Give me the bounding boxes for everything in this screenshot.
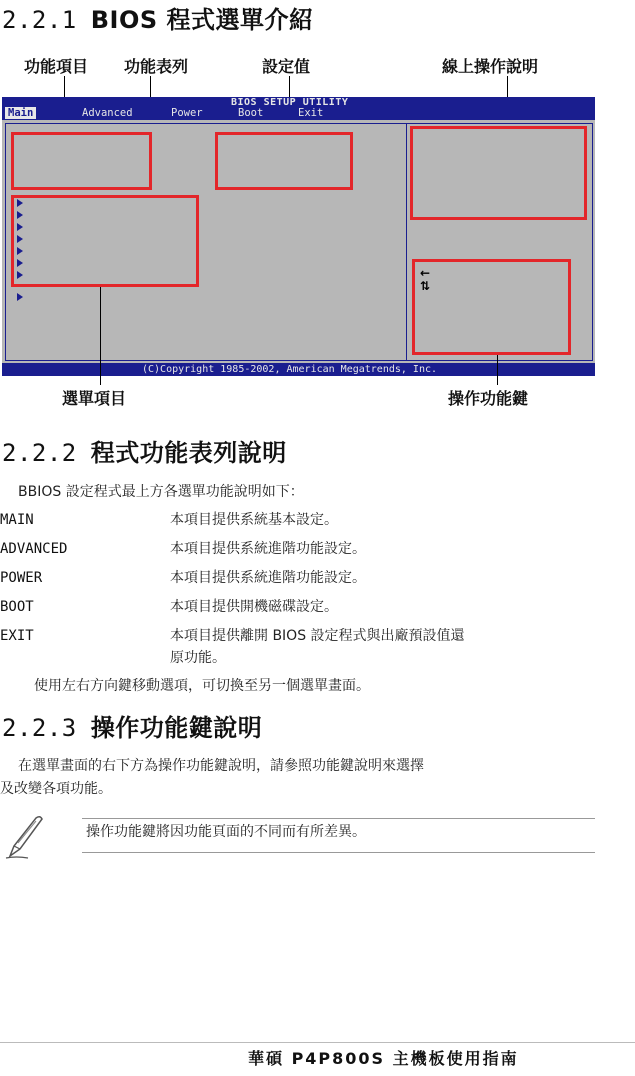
section-2-2-2-intro: BBIOS 設定程式最上方各選單功能說明如下： <box>18 484 304 500</box>
callout-nav-keys: 操作功能鍵 <box>448 389 529 408</box>
menu-term: POWER <box>0 570 43 586</box>
highlight-online-help-area <box>410 126 587 220</box>
section-2-2-2-tip: 使用左右方向鍵移動選項，可切換至另一個選單畫面。 <box>34 678 370 694</box>
highlight-nav-keys-area <box>412 259 571 355</box>
highlight-submenu-area <box>11 195 199 287</box>
section-2-2-1-heading <box>2 0 314 35</box>
list-item <box>0 622 600 676</box>
submenu-arrow-icon <box>17 235 23 243</box>
submenu-arrow-icon <box>17 293 23 301</box>
bios-panel-divider <box>406 123 407 361</box>
menu-term: MAIN <box>0 512 34 528</box>
bios-title: BIOS SETUP UTILITY <box>231 97 349 108</box>
section-2-2-3-heading <box>2 708 262 743</box>
section-2-2-2-heading <box>2 433 287 468</box>
section-number: 2.2.2 <box>2 439 77 467</box>
bios-menu-advanced[interactable]: Advanced <box>82 107 133 119</box>
callout-setting-value: 設定值 <box>262 57 311 76</box>
submenu-arrow-icon <box>17 247 23 255</box>
section-title: 程式功能表列說明 <box>90 439 287 467</box>
submenu-arrow-icon <box>17 259 23 267</box>
menu-term: BOOT <box>0 599 34 615</box>
arrow-up-down-icon: ⇅ <box>420 279 431 293</box>
bios-menu-power[interactable]: Power <box>171 107 203 119</box>
page-footer: 華碩 P4P800S 主機板使用指南 <box>248 1049 519 1068</box>
note-bottom-rule <box>82 852 595 853</box>
callout-submenu-items: 選單項目 <box>62 389 127 408</box>
menu-description-continued: 原功能。 <box>170 650 226 666</box>
menu-description: 本項目提供系統進階功能設定。 <box>170 541 366 557</box>
section-title: BIOS 程式選單介紹 <box>90 6 314 34</box>
bios-copyright: (C)Copyright 1985-2002, American Megatrends, Inc. <box>142 364 438 375</box>
submenu-arrow-icon <box>17 211 23 219</box>
submenu-arrow-icon <box>17 271 23 279</box>
section-2-2-3-para-line1: 在選單畫面的右下方為操作功能鍵說明，請參照功能鍵說明來選擇 <box>18 758 424 774</box>
bios-menu-exit[interactable]: Exit <box>298 107 324 119</box>
bios-menu-main[interactable]: Main <box>5 107 36 119</box>
submenu-arrow-icon <box>17 223 23 231</box>
callout-menu-item: 功能項目 <box>24 57 89 76</box>
footer-rule <box>0 1042 635 1043</box>
section-number: 2.2.3 <box>2 714 77 742</box>
leader-line-submenu-items <box>100 287 101 385</box>
menu-description: 本項目提供開機磁碟設定。 <box>170 599 338 615</box>
bios-menu-boot[interactable]: Boot <box>238 107 264 119</box>
callout-online-help: 線上操作說明 <box>442 57 539 76</box>
callout-menu-bar: 功能表列 <box>124 57 189 76</box>
menu-description: 本項目提供系統基本設定。 <box>170 512 338 528</box>
highlight-menu-item-area <box>11 132 152 190</box>
submenu-arrow-icon <box>17 199 23 207</box>
menu-description-list <box>0 506 600 676</box>
leader-line-nav-keys <box>497 355 498 385</box>
menu-term: ADVANCED <box>0 541 68 557</box>
note-text: 操作功能鍵將因功能頁面的不同而有所差異。 <box>86 824 366 840</box>
menu-description: 本項目提供離開 BIOS 設定程式與出廠預設值還 <box>170 628 465 644</box>
list-item <box>0 535 600 564</box>
section-2-2-3-para-line2: 及改變各項功能。 <box>0 781 112 797</box>
bios-screen-figure <box>2 97 595 376</box>
section-title: 操作功能鍵說明 <box>90 714 263 742</box>
arrow-left-icon: ← <box>420 266 431 280</box>
list-item <box>0 593 600 622</box>
menu-description: 本項目提供系統進階功能設定。 <box>170 570 366 586</box>
pen-icon <box>2 812 48 860</box>
menu-term: EXIT <box>0 628 34 644</box>
list-item <box>0 564 600 593</box>
list-item <box>0 506 600 535</box>
section-number: 2.2.1 <box>2 6 77 34</box>
highlight-setting-value-area <box>215 132 353 190</box>
